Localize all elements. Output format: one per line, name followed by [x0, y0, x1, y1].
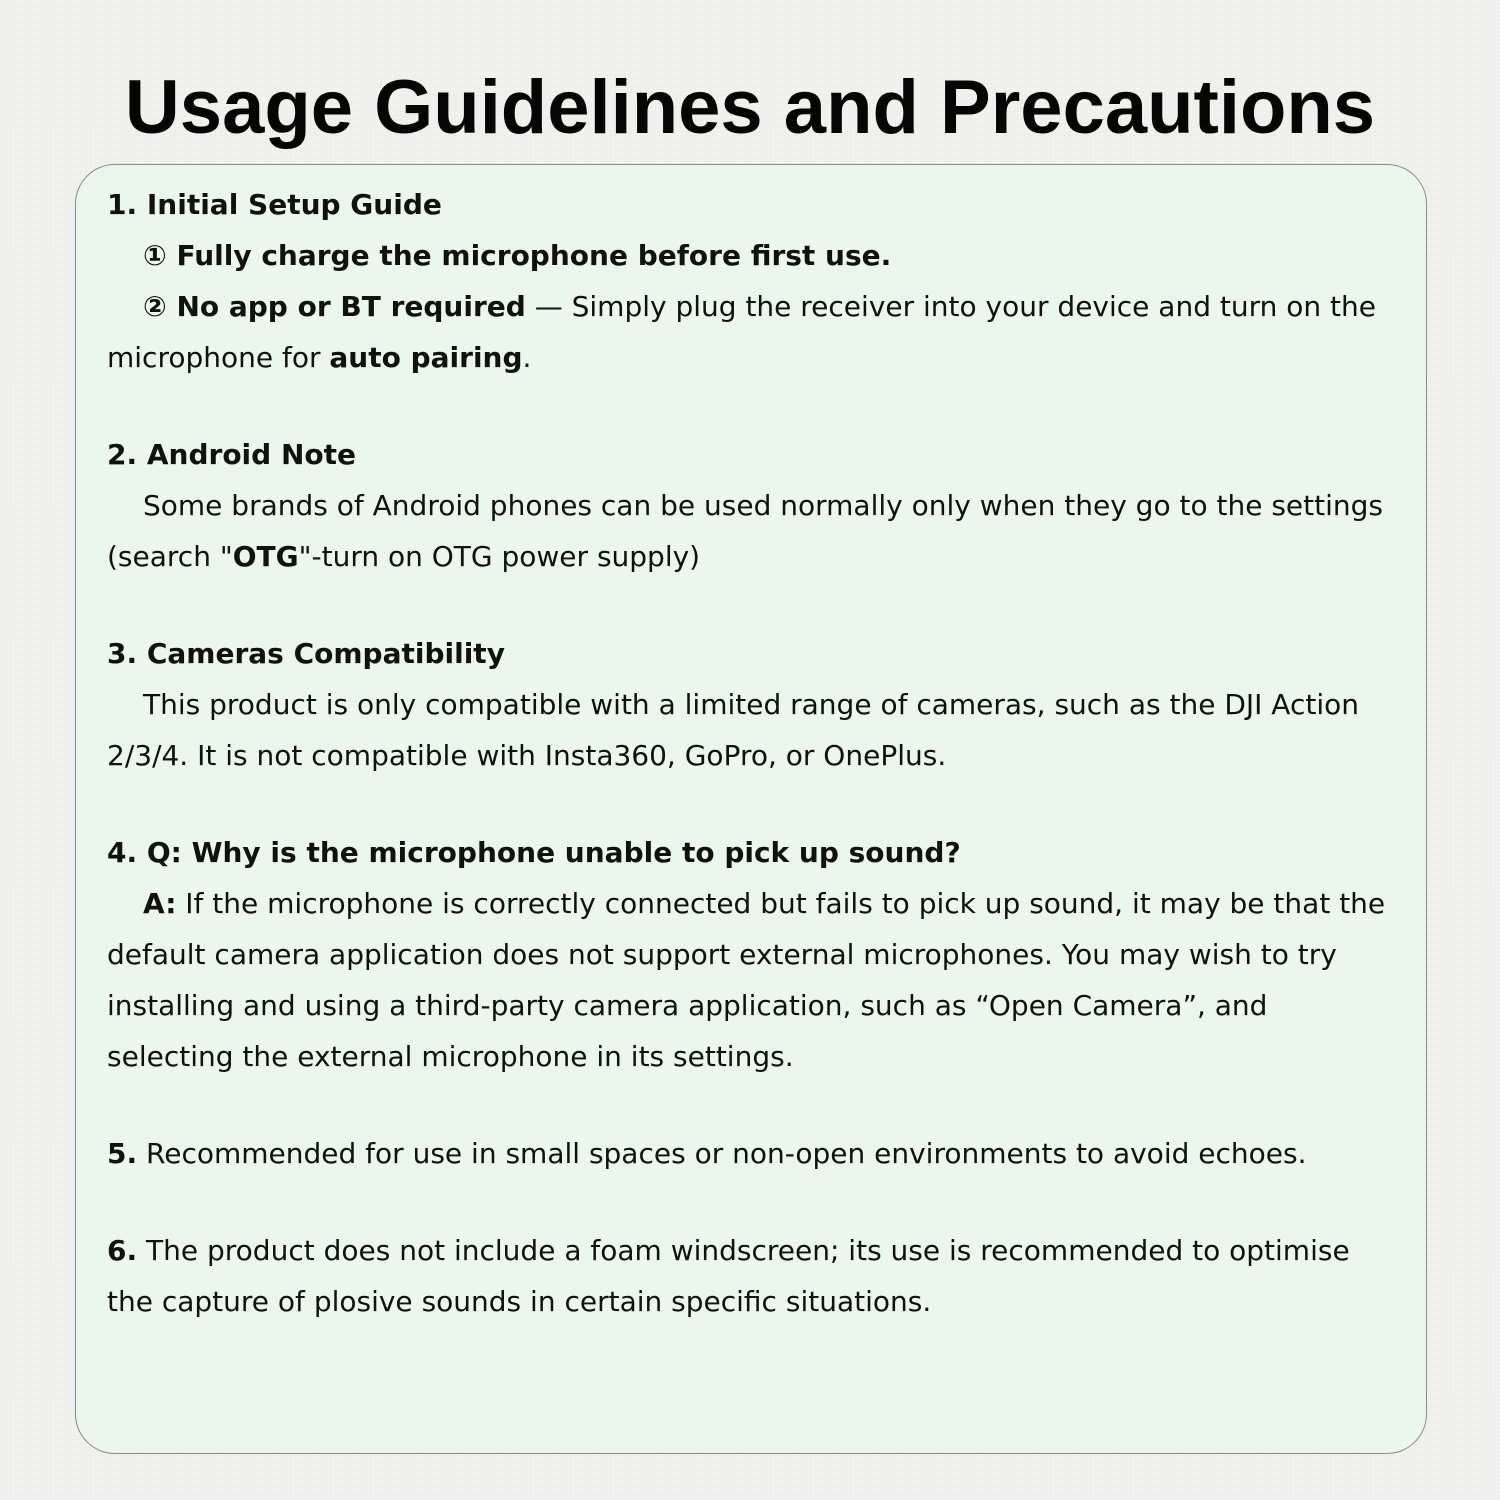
step-text: ① Fully charge the microphone before first use. [143, 239, 892, 272]
step-text: — Simply plug the receiver into your device and turn on the microphone for [107, 290, 1376, 374]
section-recommendation [107, 1128, 1396, 1179]
windscreen-text [107, 1225, 1396, 1327]
compatibility-text: This product is only compatible with a limited range of cameras, such as the DJI Action 2/3/4. It is not compatible with Insta360, GoPro, or OnePlus. [107, 688, 1359, 772]
section-heading: 2. Android Note [107, 438, 356, 471]
answer-label: A: [143, 887, 177, 920]
note-text-a: Some brands of Android phones can be used normally only when they go to the settings (search " [107, 489, 1383, 573]
section-faq [107, 827, 1396, 1082]
item-number: 5. [107, 1137, 138, 1170]
page-title: Usage Guidelines and Precautions [124, 65, 1376, 150]
section-windscreen [107, 1225, 1396, 1327]
faq-question: 4. Q: Why is the microphone unable to pick up sound? [107, 836, 961, 869]
item-number: 6. [107, 1234, 138, 1267]
step-bold-text: ② No app or BT required [143, 290, 526, 323]
android-note-text [107, 480, 1396, 582]
section-heading: 3. Cameras Compatibility [107, 637, 505, 670]
item-text: The product does not include a foam windscreen; its use is recommended to optimise the capture of plosive sounds in certain specific situations. [107, 1234, 1350, 1318]
note-bold-otg: OTG [232, 540, 299, 573]
item-text: Recommended for use in small spaces or non-open environments to avoid echoes. [137, 1137, 1307, 1170]
note-text-b: "-turn on OTG power supply) [298, 540, 701, 573]
setup-step-pairing [107, 281, 1396, 383]
faq-answer [107, 878, 1396, 1082]
recommendation-text [107, 1128, 1396, 1179]
guidelines-card [75, 164, 1427, 1454]
section-initial-setup [107, 179, 1396, 383]
answer-text: If the microphone is correctly connected but fails to pick up sound, it may be that the default camera application does not support external microphones. You may wish to try installing and using a third-party camera application, such as “Open Camera”, and selecting the external microphone in its settings. [107, 887, 1386, 1073]
section-heading: 1. Initial Setup Guide [107, 188, 442, 221]
setup-step-charge [107, 230, 1396, 281]
step-bold-text-2: auto pairing [329, 341, 523, 374]
section-android-note [107, 429, 1396, 582]
step-text-end: . [522, 341, 532, 374]
section-cameras-compatibility [107, 628, 1396, 781]
